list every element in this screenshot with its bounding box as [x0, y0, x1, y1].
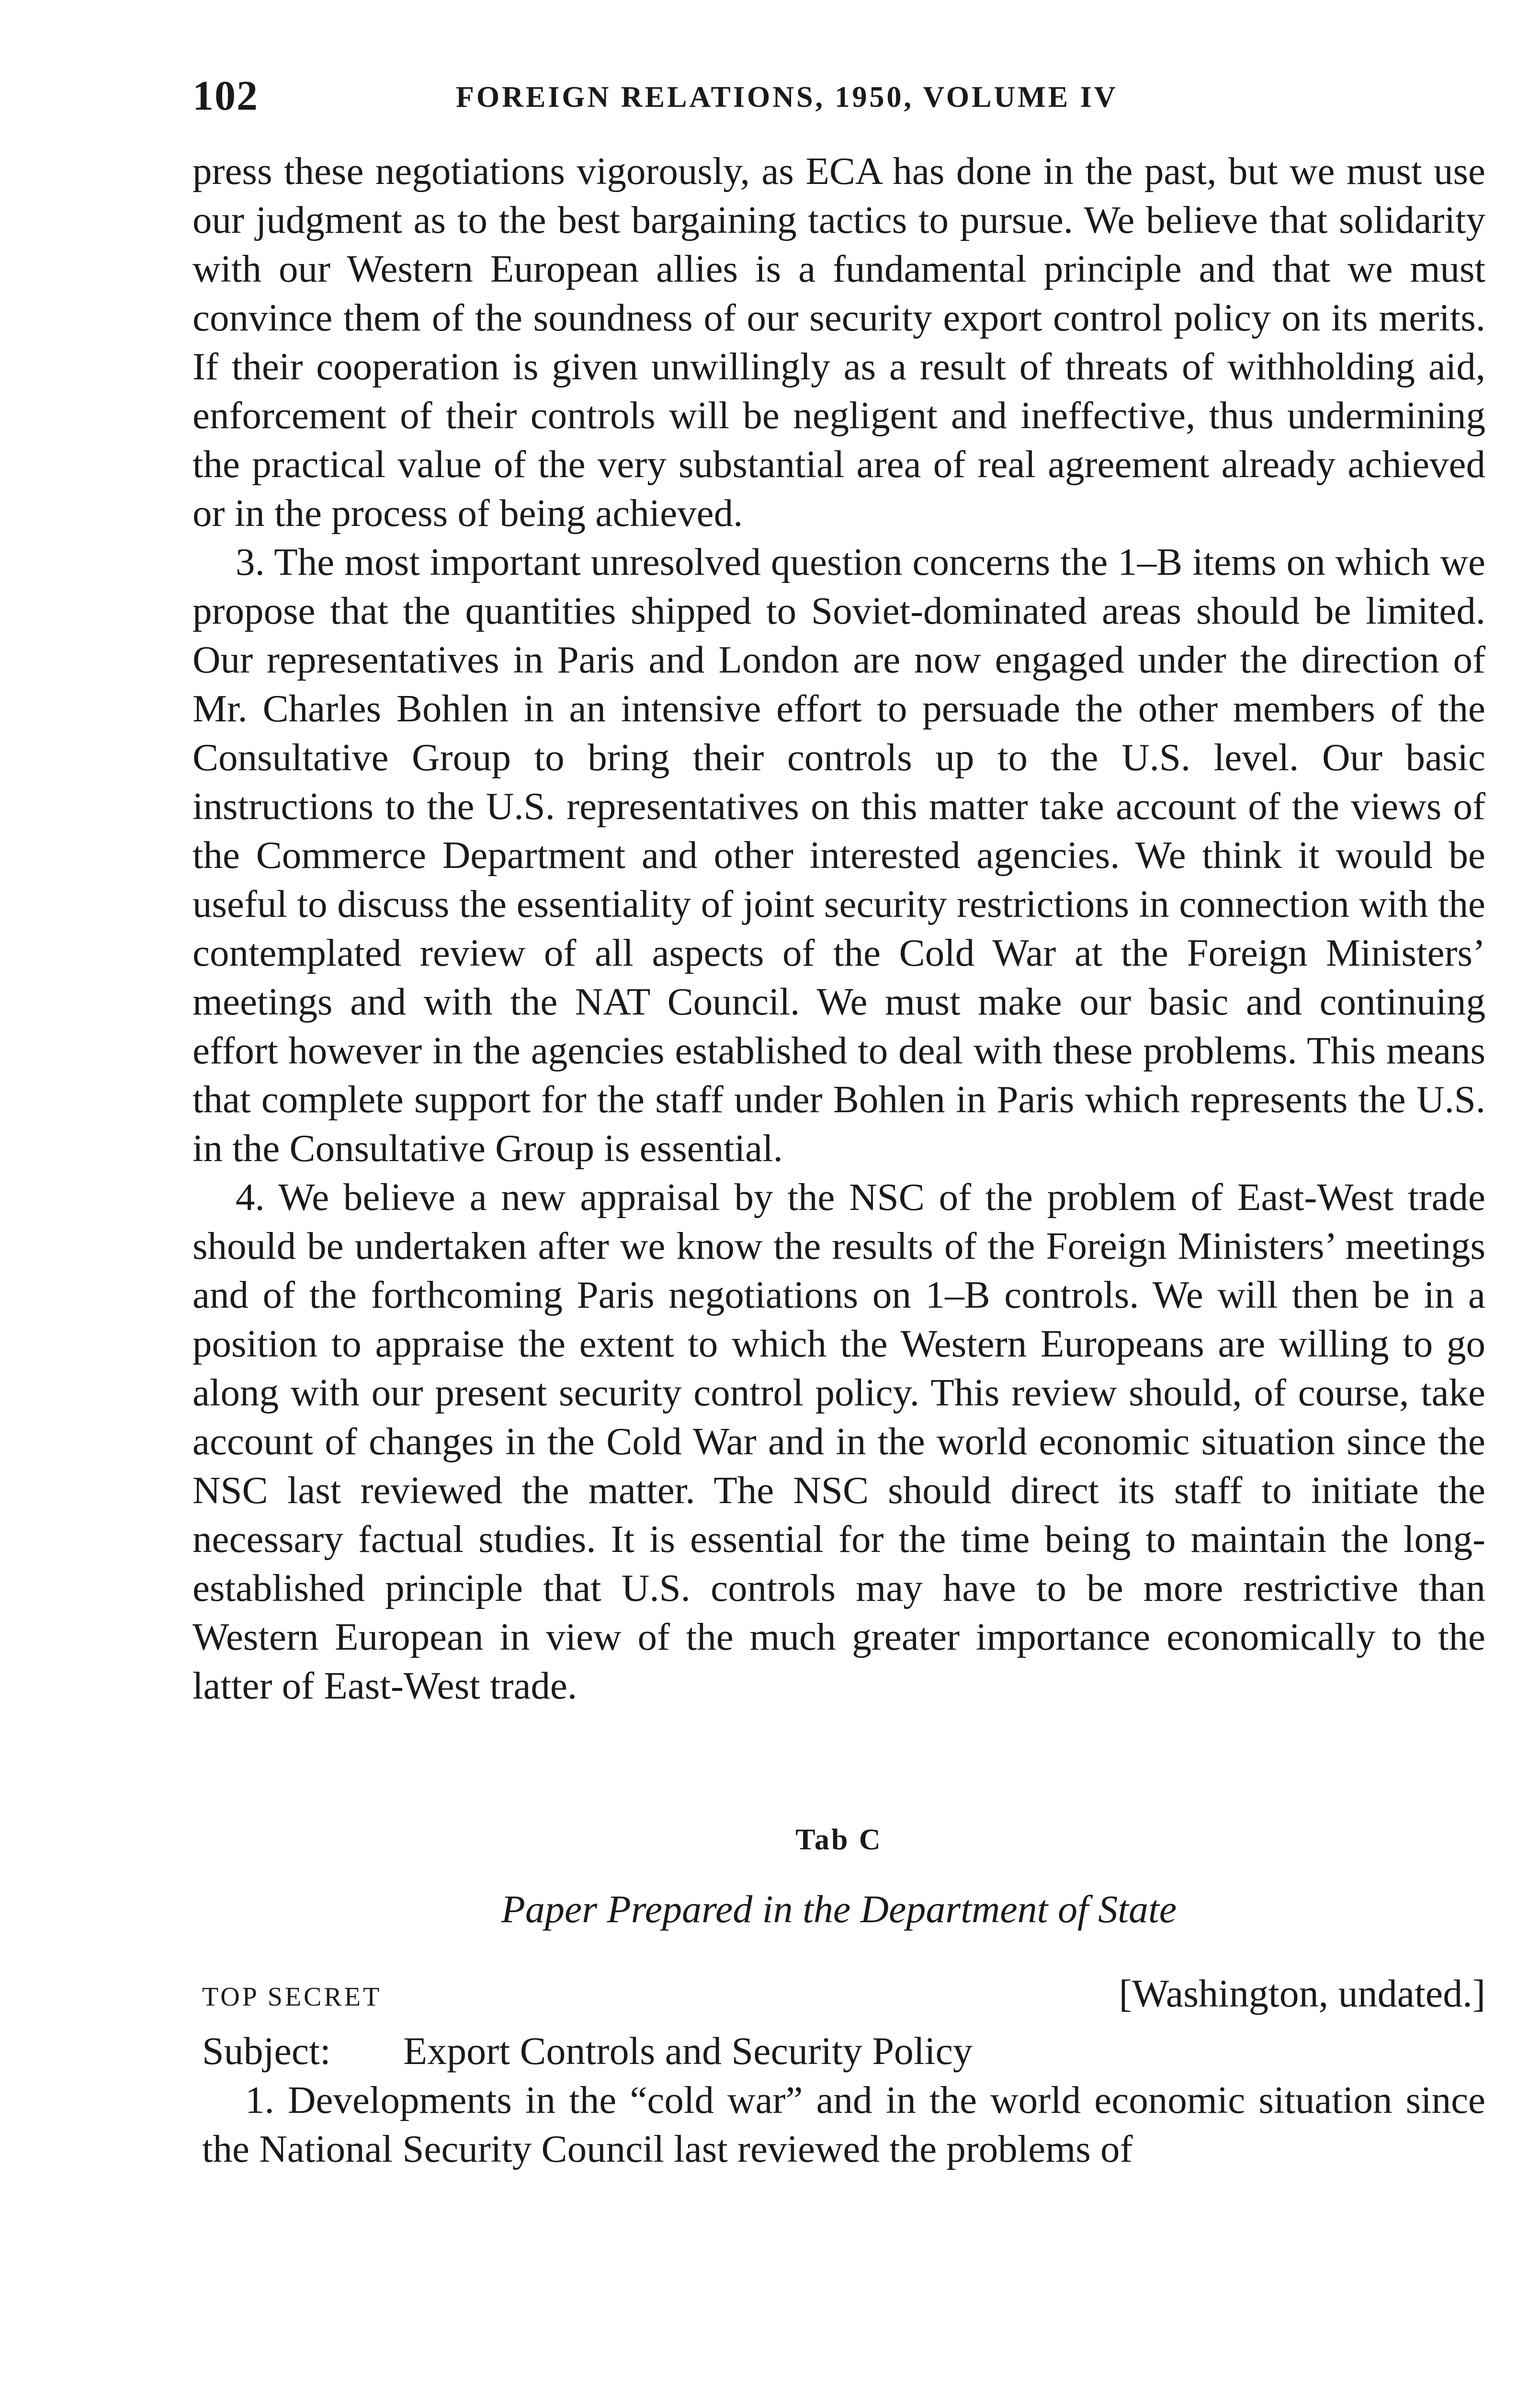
tab-heading: Tab C	[795, 1824, 883, 1856]
classification-marking: TOP SECRET	[202, 1982, 382, 2012]
paragraph-4: 4. We believe a new appraisal by the NSC of the problem of East-West trade should be undertaken after we know the results of the Foreign Ministers’ meetings and of the forthcoming Paris negotiations on 1–B controls. We will then be in a position to appraise the extent to which the Western Europeans are willing to go along with our present security control policy. This review should, of course, take account of changes in the Cold War and in the world economic situation since the NSC last reviewed the matter. The NSC should direct its staff to initiate the necessary factual studies. It is essential for the time being to maintain the long-established principle that U.S. controls may have to be more restrictive than Western European in view of the much greater importance economically to the latter of East-West trade.	[192, 1175, 1485, 1707]
paragraph-3: 3. The most important unresolved question concerns the 1–B items on which we propose that the quantities shipped to Soviet-dominated areas should be limited. Our representatives in Paris and London are now engaged under the direction of Mr. Charles Bohlen in an intensive effort to persuade the other members of the Consultative Group to bring their controls up to the U.S. level. Our basic instructions to the U.S. representatives on this matter take account of the views of the Commerce Department and other interested agencies. We think it would be useful to discuss the essentiality of joint security restrictions in connection with the contemplated review of all aspects of the Cold War at the Foreign Ministers’ meetings and with the NAT Council. We must make our basic and continuing effort however in the agencies established to deal with these problems. This means that complete support for the staff under Bohlen in Paris which represents the U.S. in the Consultative Group is essential.	[192, 540, 1485, 1170]
paragraph-continuation: press these negotiations vigorously, as ECA has done in the past, but we must use our judgment as to the best bargaining tactics to pursue. We believe that solidarity with our Western European allies is a fundamental principle and that we must convince them of the soundness of our security export control policy on its merits. If their cooperation is given unwillingly as a result of threats of withholding aid, enforcement of their controls will be negligent and ineffective, thus undermining the practical value of the very substantial area of real agreement already achieved or in the process of being achieved.	[192, 149, 1485, 535]
page-header	[192, 72, 1485, 129]
body-text	[192, 147, 1485, 1710]
running-head: FOREIGN RELATIONS, 1950, VOLUME IV	[456, 81, 1118, 114]
document-title: Paper Prepared in the Department of State	[501, 1887, 1177, 1931]
page-number: 102	[192, 73, 259, 119]
paragraph-1: 1. Developments in the “cold war” and in the world economic situation since the National Security Council last reviewed the problems of	[202, 2078, 1485, 2170]
subject-line	[192, 2027, 1485, 2076]
subject-label: Subject:	[202, 2029, 331, 2073]
document-page	[192, 72, 1485, 2173]
dateline: [Washington, undated.]	[1119, 1972, 1485, 2015]
subject-value: Export Controls and Security Policy	[403, 2029, 973, 2073]
classification-line	[192, 1971, 1485, 2024]
tab-body-text	[192, 2076, 1485, 2173]
